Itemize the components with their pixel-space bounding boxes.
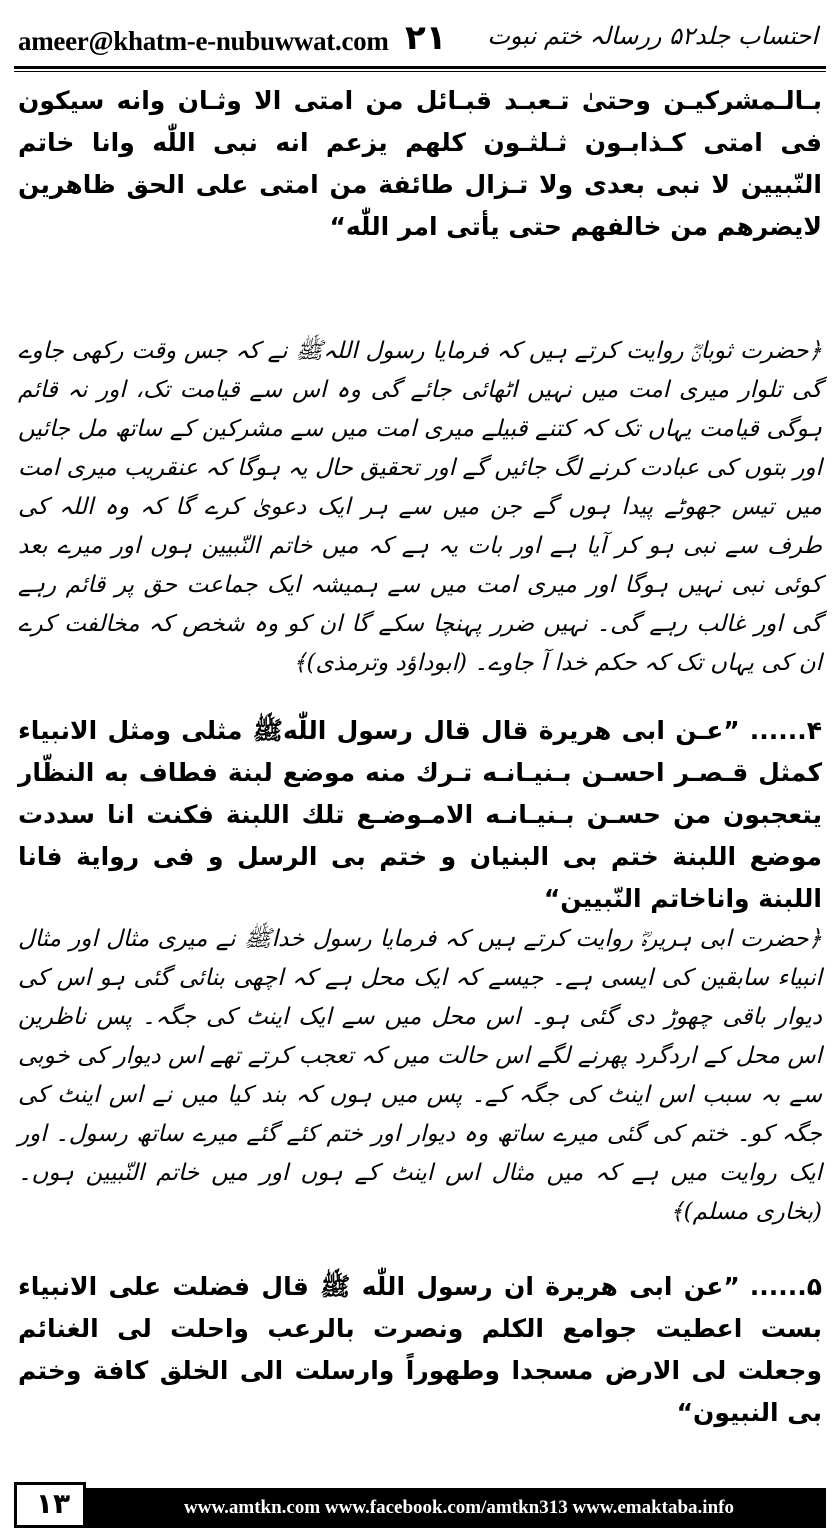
page-body bbox=[18, 80, 822, 1475]
header-rule bbox=[14, 66, 826, 72]
hadith-number-5: ۵...... bbox=[749, 1272, 822, 1301]
arabic-hadith-4 bbox=[18, 710, 822, 920]
arabic-hadith-4-text: ”عـن ابى هريرة قال قال رسول اللّٰهﷺ مثلى ومثل الانبياء كمثل قـصـر احسـن بـنيـانـه تـرك منه موضع لبنة فطاف به النظّار يتعجبون من حسـن بـنيـانـه الامـوضـع تلك اللبنة فكنت انا سددت موضع اللبنة ختم بى البنيان و ختم بى الرسل و فى رواية فانا اللبنة واناخاتم النّبيين“ bbox=[18, 716, 822, 913]
hadith-number-4: ۴...... bbox=[749, 716, 822, 745]
arabic-hadith-3-ending: بـالـمشركيـن وحتىٰ تـعبـد قبـائل من امتى الا وثـان وانه سيكون فى امتى كـذابـون ثـلثـون كلهم يزعم انه نبى اللّٰه وانا خاتم النّبيين لا نبى بعدى ولا تـزال طائفة من امتى على الحق ظاهرين لايضرهم من خالفهم حتى يأتى امر اللّٰه“ bbox=[18, 86, 822, 241]
urdu-translation-3: ﴿حضرت ثوبانؓ روایت کرتے ہیں کہ فرمایا رسول اللہﷺ نے کہ جس وقت رکھی جاوے گی تلوار میری امت میں نہیں اٹھائی جائے گی وہ اس سے قیامت تک، اور نہ قائم ہوگی قیامت یہاں تک کہ کتنے قبیلے میری امت میں سے مشرکین کے ساتھ مل جائیں اور بتوں کی عبادت کرنے لگ جائیں گے اور تحقیق حال یہ ہوگا کہ عنقریب میری امت میں تیس جھوٹے پیدا ہوں گے جن میں سے ہر ایک دعویٰ کرے گا کہ وہ اللہ کی طرف سے نبی ہو کر آیا ہے اور بات یہ ہے کہ میں خاتم النّبیین ہوں اور میرے بعد کوئی نبی نہیں ہوگا اور میری امت میں سے ہمیشہ ایک جماعت حق پر قائم رہے گی اور غالب رہے گی۔ نہیں ضرر پہنچا سکے گا ان کو وہ شخص کہ مخالفت کرے ان کی یہاں تک کہ حکم خدا آ جاوے۔ (ابوداؤد وترمذی)﴾ bbox=[18, 338, 822, 676]
arabic-hadith-5 bbox=[18, 1266, 822, 1436]
footer-page-box bbox=[14, 1482, 86, 1528]
footer-page-number: ۱۳ bbox=[35, 1487, 71, 1520]
urdu-translation-4: ﴿حضرت ابی ہریرہؓ روایت کرتے ہیں کہ فرمایا رسول خداﷺ نے میری مثال اور مثال انبیاء سابقین کی ایسی ہے۔ جیسے کہ ایک محل ہے کہ اچھی بنائی گئی ہو اس کی دیوار باقی چھوڑ دی گئی ہو۔ اس محل میں سے ایک اینٹ کی جگہ۔ پس ناظرین اس محل کے اردگرد پھرنے لگے اس حالت میں کہ تعجب کرتے تھے اس دیوار کی خوبی سے بہ سبب اس اینٹ کی جگہ کے۔ پس میں ہوں کہ بند کیا میں نے اس اینٹ کی جگہ کو۔ ختم کی گئی میرے ساتھ وہ دیوار اور ختم کئے گئے میرے ساتھ رسول۔ اور ایک روایت میں ہے کہ میں مثال اس اینٹ کے ہوں اور میں خاتم النّبیین ہوں۔ (بخاری مسلم)﴾ bbox=[18, 926, 822, 1225]
footer-links: www.amtkn.com www.facebook.com/amtkn313 www.emaktaba.info bbox=[184, 1497, 734, 1518]
header-email: ameer@khatm-e-nubuwwat.com bbox=[18, 26, 389, 56]
page-footer bbox=[14, 1488, 826, 1532]
page-header bbox=[0, 0, 840, 70]
arabic-hadith-5-text: ”عن ابى هريرة ان رسول اللّٰه ﷺ قال فضلت على الانبياء بست اعطيت جوامع الكلم ونصرت بالرعب واحلت لى الغنائم وجعلت لى الارض مسجدا وطهوراً وارسلت الى الخلق كافة وختم بى النبيون“ bbox=[18, 1272, 822, 1427]
header-series-title: احتساب جلد۵۲ ررسالہ ختم نبوت bbox=[487, 22, 818, 50]
header-page-number: ۲۱ bbox=[405, 18, 447, 58]
